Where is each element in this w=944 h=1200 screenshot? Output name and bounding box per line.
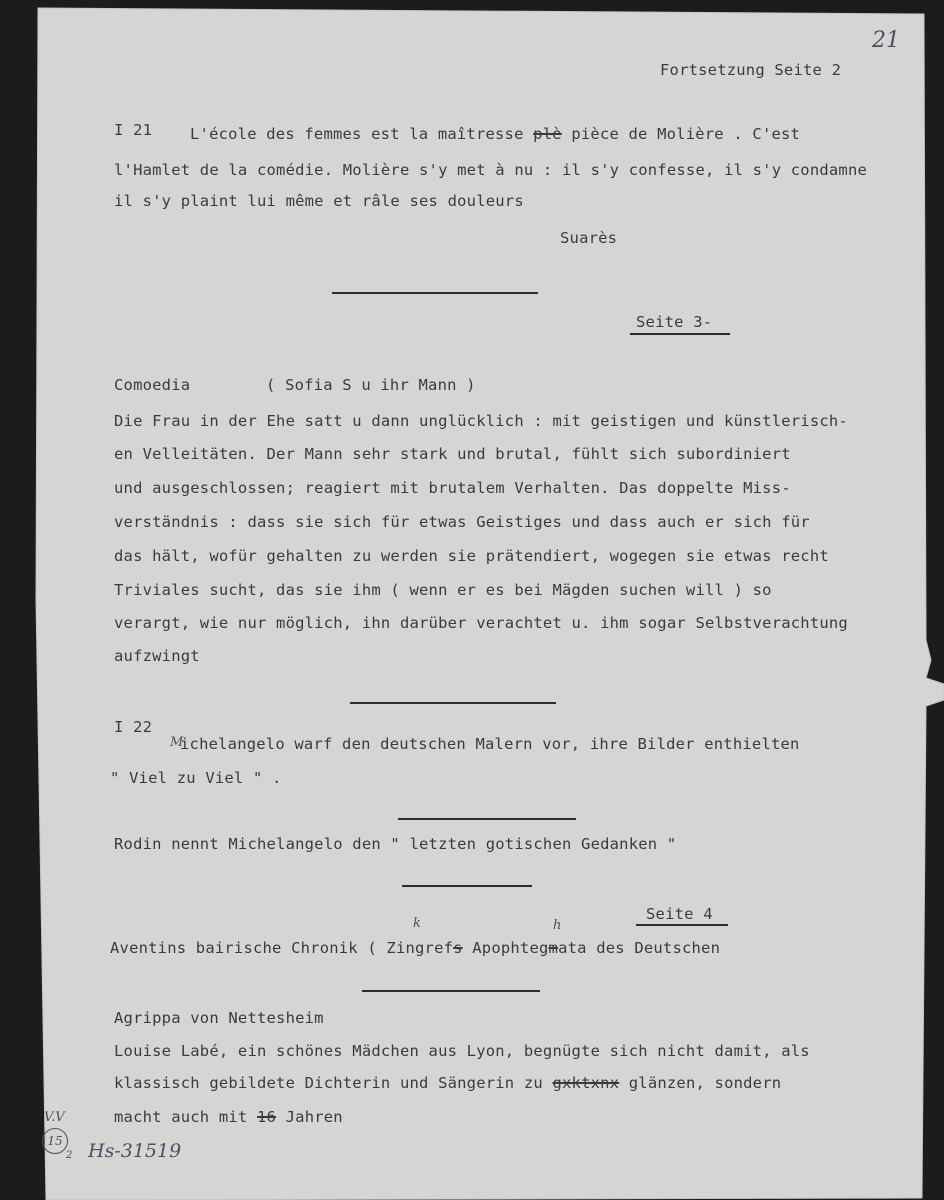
handwritten-k: k xyxy=(413,916,421,931)
louise-line-1: Louise Labé, ein schönes Mädchen aus Lyon, begnügte sich nicht damit, als xyxy=(114,1042,810,1060)
louise-line-2-struck: gxktxnx xyxy=(552,1074,620,1092)
archive-signature: Hs-31519 xyxy=(88,1140,182,1162)
agrippa-line: Agrippa von Nettesheim xyxy=(114,1009,324,1027)
entry-number-i22: I 22 xyxy=(114,718,153,736)
comoedia-line-3: und ausgeschlossen; reagiert mit brutalem Verhalten. Das doppelte Miss- xyxy=(114,479,791,497)
handwritten-page-number: 21 xyxy=(872,28,900,53)
archive-circled-number-text: 15 xyxy=(47,1134,63,1148)
divider-5 xyxy=(362,990,540,992)
louise-line-3-struck: 16 xyxy=(257,1108,277,1126)
i21-line-1-text-b: pièce de Molière . C'est xyxy=(571,125,801,143)
aventin-text-a: Aventins bairische Chronik ( Zingref xyxy=(110,939,454,957)
i21-line-2: l'Hamlet de la comédie. Molière s'y met à nu : il s'y confesse, il s'y condamne xyxy=(114,161,868,179)
divider-1 xyxy=(332,292,538,294)
comoedia-line-2: en Velleitäten. Der Mann sehr stark und brutal, fühlt sich subordiniert xyxy=(114,445,791,463)
louise-line-3-text-b: Jahren xyxy=(285,1108,343,1126)
aventin-text-c: ata des Deutschen xyxy=(558,939,721,957)
louise-line-2-text-a: klassisch gebildete Dichterin und Sängerin zu xyxy=(114,1074,543,1092)
archive-sub-number: 2 xyxy=(66,1150,73,1161)
aventin-text-b: Apophteg xyxy=(472,939,549,957)
archive-volume-mark: V.V xyxy=(44,1110,65,1125)
divider-2 xyxy=(350,702,556,704)
seite-4-heading: Seite 4 xyxy=(646,905,713,923)
louise-line-3-text-a: macht auch mit xyxy=(114,1108,248,1126)
handwritten-initial-m: M xyxy=(170,735,184,750)
aventin-line xyxy=(110,939,720,957)
divider-4 xyxy=(402,885,532,887)
rodin-line: Rodin nennt Michelangelo den " letzten gotischen Gedanken " xyxy=(114,835,677,853)
i21-line-1 xyxy=(190,125,800,143)
comoedia-line-4: verständnis : dass sie sich für etwas Geistiges und dass auch er sich für xyxy=(114,513,810,531)
i22-line-2: " Viel zu Viel " . xyxy=(110,769,282,787)
comoedia-subtitle: ( Sofia S u ihr Mann ) xyxy=(266,376,476,394)
quote-author: Suarès xyxy=(560,229,618,247)
i22-line-1: ichelangelo warf den deutschen Malern vor, ihre Bilder enthielten xyxy=(180,735,800,753)
aventin-struck-s: s xyxy=(453,939,463,957)
comoedia-title: Comoedia xyxy=(114,376,191,394)
i21-line-1-text-a: L'école des femmes est la maîtresse xyxy=(190,125,524,143)
handwritten-h: h xyxy=(553,918,562,933)
i21-line-3: il s'y plaint lui même et râle ses douleurs xyxy=(114,192,524,210)
louise-line-3 xyxy=(114,1108,343,1126)
seite-3-underline xyxy=(630,333,730,335)
aventin-struck-m: m xyxy=(548,939,559,957)
louise-line-2 xyxy=(114,1074,781,1092)
comoedia-line-5: das hält, wofür gehalten zu werden sie prätendiert, wogegen sie etwas recht xyxy=(114,547,829,565)
seite-3-heading: Seite 3- xyxy=(636,313,713,331)
comoedia-line-1: Die Frau in der Ehe satt u dann unglücklich : mit geistigen und künstlerisch- xyxy=(114,412,848,430)
i21-line-1-struck: plè xyxy=(533,125,562,143)
archive-circled-number xyxy=(42,1128,68,1154)
comoedia-line-7: verargt, wie nur möglich, ihn darüber verachtet u. ihm sogar Selbstverachtung xyxy=(114,614,848,632)
comoedia-line-6: Triviales sucht, das sie ihm ( wenn er es bei Mägden suchen will ) so xyxy=(114,581,772,599)
comoedia-line-8: aufzwingt xyxy=(114,647,200,665)
seite-4-underline xyxy=(636,924,728,926)
entry-number-i21: I 21 xyxy=(114,121,153,139)
continuation-note: Fortsetzung Seite 2 xyxy=(660,61,842,79)
louise-line-2-text-b: glänzen, sondern xyxy=(628,1074,782,1092)
divider-3 xyxy=(398,818,576,820)
